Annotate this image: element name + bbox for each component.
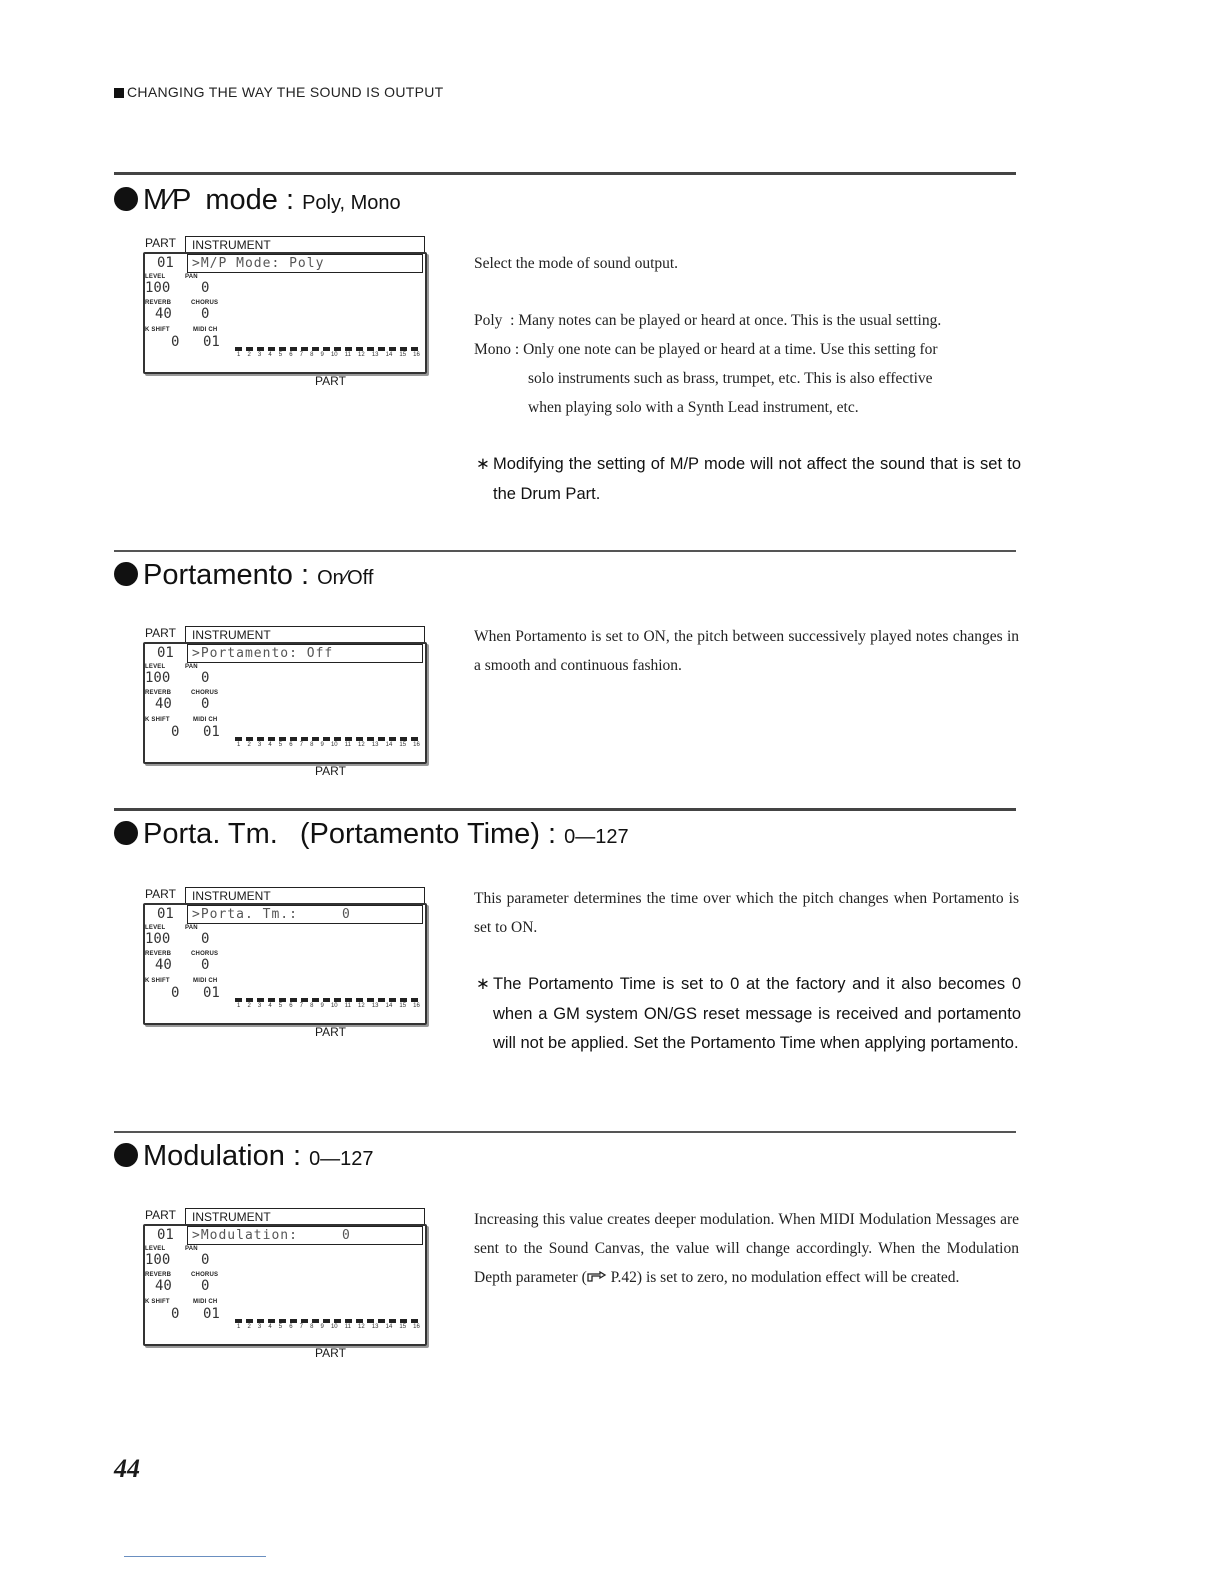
- lcd-display-mp-mode: PART INSTRUMENT 01 >M/P Mode: Poly LEVEL PAN 100 0 REVERB CHORUS 40 0 K SHIFT MIDI CH 0 01 1 2 3 4 5 6 7 8 9 10 11 12 13 14 15 16 PART: [143, 236, 443, 396]
- part-number-ticks: 1 2 3 4 5 6 7 8 9 10 11 12 13 14 15 16: [237, 1324, 420, 1330]
- page-number: 44: [114, 1454, 140, 1483]
- part-level-dashes: [235, 347, 420, 351]
- bullet-dot-icon: [114, 1143, 138, 1167]
- part-number-ticks: 1 2 3 4 5 6 7 8 9 10 11 12 13 14 15 16: [237, 1003, 420, 1009]
- note-mp-mode: ∗ Modifying the setting of M/P mode will not affect the sound that is set to the Drum Part.: [476, 455, 1021, 503]
- section-title-mp-mode: M∕P mode : Poly, Mono: [114, 184, 401, 217]
- lcd-display-modulation: PART INSTRUMENT 01 >Modulation: 0 LEVEL PAN 100 0 REVERB CHORUS 40 0 K SHIFT MIDI CH 0 01 1 2 3 4 5 6 7 8 9 10 11 12 13 14 15 16 PART: [143, 1208, 443, 1368]
- part-number-ticks: 1 2 3 4 5 6 7 8 9 10 11 12 13 14 15 16: [237, 742, 420, 748]
- lcd-part-number: 01: [157, 906, 174, 922]
- lcd-parameter-bar: >Modulation: 0: [187, 1226, 423, 1245]
- running-header: [114, 84, 444, 100]
- section-title-portamento: Portamento : On∕Off: [114, 559, 373, 592]
- lcd-part-number: 01: [157, 1227, 174, 1243]
- lcd-parameter-bar: >Porta. Tm.: 0: [187, 905, 423, 924]
- part-level-dashes: [235, 737, 420, 741]
- description-mp-mode: Select the mode of sound output. Poly : Many notes can be played or heard at once. This is the usual setting. Mono : Only one note can be played or heard at a time. Use this setting for solo instruments such as brass, trumpet, etc. This is also effective when playing solo with a Synth Lead instrument, etc.: [474, 255, 942, 416]
- lcd-parameter-bar: >M/P Mode: Poly: [187, 254, 423, 273]
- section-rule: [114, 172, 1016, 175]
- lcd-part-number: 01: [157, 645, 174, 661]
- part-level-dashes: [235, 998, 420, 1002]
- bullet-dot-icon: [114, 187, 138, 211]
- lcd-parameter-bar: >Portamento: Off: [187, 644, 423, 663]
- section-title-modulation: Modulation : 0—127: [114, 1140, 374, 1173]
- section-rule: [114, 1131, 1016, 1133]
- section-title-porta-tm: Porta. Tm. (Portamento Time) : 0—127: [114, 818, 629, 851]
- bullet-dot-icon: [114, 562, 138, 586]
- section-rule: [114, 550, 1016, 552]
- bullet-dot-icon: [114, 821, 138, 845]
- page-reference: P.42: [610, 1269, 637, 1286]
- description-modulation: Increasing this value creates deeper modulation. When MIDI Modulation Messages are sent to the Sound Canvas, the value will change accordingly. When the Modulation Depth parameter ( P.42) is set to zero, no modulation effect will be created.: [474, 1211, 1019, 1286]
- footer-line: [124, 1556, 266, 1557]
- lcd-display-porta-tm: PART INSTRUMENT 01 >Porta. Tm.: 0 LEVEL PAN 100 0 REVERB CHORUS 40 0 K SHIFT MIDI CH 0 01 1 2 3 4 5 6 7 8 9 10 11 12 13 14 15 16 PART: [143, 887, 443, 1047]
- part-level-dashes: [235, 1319, 420, 1323]
- pointing-hand-icon: [587, 1269, 607, 1286]
- running-header-text: CHANGING THE WAY THE SOUND IS OUTPUT: [127, 84, 444, 100]
- section-rule: [114, 808, 1016, 811]
- lcd-part-number: 01: [157, 255, 174, 271]
- description-porta-tm: This parameter determines the time over which the pitch changes when Portamento is set to ON.: [474, 890, 1019, 936]
- description-portamento: When Portamento is set to ON, the pitch between successively played notes changes in a smooth and continuous fashion.: [474, 628, 1019, 674]
- note-porta-tm: ∗ The Portamento Time is set to 0 at the factory and it also becomes 0 when a GM system ON/GS reset message is received and portamento will not be applied. Set the Portamento Time when applying portamento.: [476, 975, 1021, 1052]
- part-number-ticks: 1 2 3 4 5 6 7 8 9 10 11 12 13 14 15 16: [237, 352, 420, 358]
- lcd-display-portamento: PART INSTRUMENT 01 >Portamento: Off LEVEL PAN 100 0 REVERB CHORUS 40 0 K SHIFT MIDI CH 0 01 1 2 3 4 5 6 7 8 9 10 11 12 13 14 15 16 PART: [143, 626, 443, 786]
- square-bullet-icon: [114, 88, 124, 98]
